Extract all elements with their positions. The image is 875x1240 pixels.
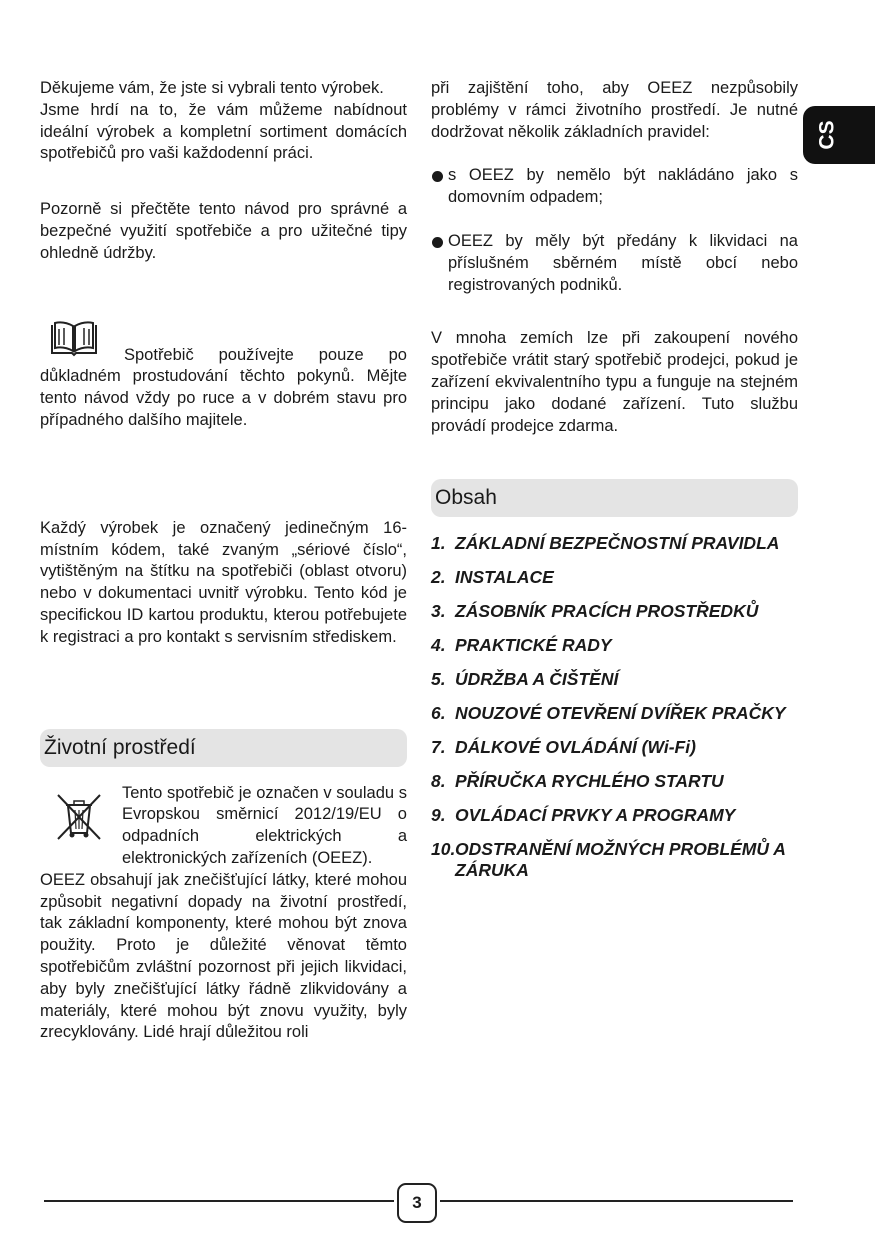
right-column <box>431 78 798 894</box>
language-tab <box>803 106 875 164</box>
page-number: 3 <box>397 1183 437 1223</box>
toc-item[interactable]: 2. INSTALACE <box>431 567 554 588</box>
take-back-text: V mnoha zemích lze při zakoupení nového spotřebiče vrátit starý spotřebič prodejci, pokud je zařízení ekvivalentního typu a funguje na stejném principu jako dodané zařízení. Tuto službu provádí prodejce zdarma. <box>431 329 798 435</box>
manual-notice-text: Spotřebič používejte pouze po důkladném prostudování těchto pokynů. Mějte tento návod vždy po ruce a v dobrém stavu pro případného dalšího majitele. <box>40 345 407 429</box>
toc-item[interactable]: 7. DÁLKOVÉ OVLÁDÁNÍ (Wi-Fi) <box>431 737 696 758</box>
intro-proud: Jsme hrdí na to, že vám můžeme nabídnout ideální výrobek a kompletní sortiment domácích spotřebičů pro vaši každodenní práci. <box>40 100 407 163</box>
toc-item[interactable]: 9. OVLÁDACÍ PRVKY A PROGRAMY <box>431 805 736 826</box>
left-column <box>40 78 407 1044</box>
manual-notice <box>40 321 407 432</box>
weee-explanation: OEEZ obsahují jak znečišťující látky, které mohou způsobit negativní dopady na životní prostředí, tak základní komponenty, které mohou být znova použity. Proto je důležité věnovat těmto spotřebičům zvláštní pozornost při jejich likvidaci, aby byly znečišťující látky řádně zlikvidovány a materiály, které mohou být znovu využity, byly zrecyklovány. Lidé hrají důležitou roli <box>40 870 407 1042</box>
open-book-icon <box>50 321 98 359</box>
serial-number-text: Každý výrobek je označený jedinečným 16-místním kódem, také zvaným „sériové číslo“, vytištěným na štítku na spotřebiči (oblast otvoru) nebo v dokumentaci uvnitř výrobku. Tento kód je specifickou ID kartou produktu, kterou potřebujete k registraci a pro kontakt s servisním střediskem. <box>40 518 407 646</box>
toc-item[interactable]: 5. ÚDRŽBA A ČIŠTĚNÍ <box>431 669 619 690</box>
toc-item[interactable]: 1. ZÁKLADNÍ BEZPEČNOSTNÍ PRAVIDLA <box>431 533 780 554</box>
toc-item[interactable]: 8. PŘÍRUČKA RYCHLÉHO STARTU <box>431 771 724 792</box>
crossed-out-bin-icon <box>54 793 104 843</box>
weee-directive-text: Tento spotřebič je označen v souladu s Evropskou směrnicí 2012/19/EU o odpadních elektrických a elektronických zařízeních (OEEZ). <box>122 783 407 867</box>
toc-item[interactable]: 10. ODSTRANĚNÍ MOŽNÝCH PROBLÉMŮ A ZÁRUKA <box>431 839 786 881</box>
table-of-contents <box>431 533 798 881</box>
weee-rule-collection: OEEZ by měly být předány k likvidaci na příslušném sběrném místě obcí nebo registrovaných podniků. <box>431 231 798 296</box>
weee-rule-household: s OEEZ by nemělo být nakládáno jako s domovním odpadem; <box>431 165 798 209</box>
footer-rule-left <box>44 1200 394 1202</box>
footer-rule-right <box>440 1200 793 1202</box>
language-tab-label: CS <box>815 120 839 150</box>
toc-item[interactable]: 4. PRAKTICKÉ RADY <box>431 635 612 656</box>
contents-heading: Obsah <box>431 479 798 517</box>
intro-thanks: Děkujeme vám, že jste si vybrali tento výrobek. <box>40 79 384 97</box>
weee-notice <box>40 783 407 870</box>
weee-rules-intro: při zajištění toho, aby OEEZ nezpůsobily problémy v rámci životního prostředí. Je nutné dodržovat několik základních pravidel: <box>431 79 798 141</box>
intro-read-manual: Pozorně si přečtěte tento návod pro správné a bezpečné využití spotřebiče a pro užitečné tipy ohledně údržby. <box>40 200 407 262</box>
toc-item[interactable]: 3. ZÁSOBNÍK PRACÍCH PROSTŘEDKŮ <box>431 601 759 622</box>
environment-heading: Životní prostředí <box>40 729 407 767</box>
toc-item[interactable]: 6. NOUZOVÉ OTEVŘENÍ DVÍŘEK PRAČKY <box>431 703 786 724</box>
